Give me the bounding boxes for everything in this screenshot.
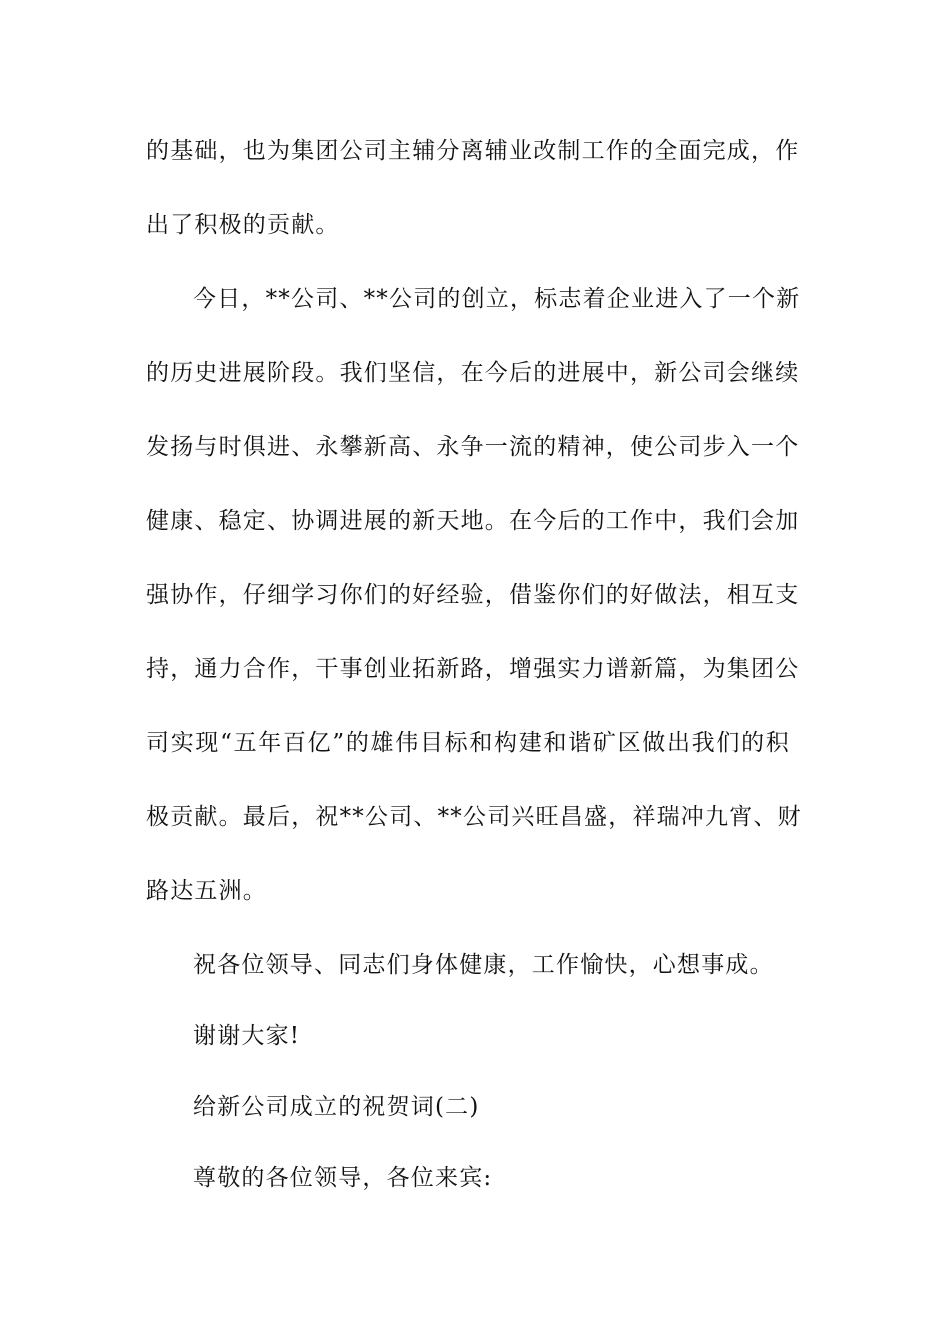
salutation-line: 尊敬的各位领导，各位来宾: xyxy=(193,1165,493,1191)
text-line-4: 的历史进展阶段。我们坚信，在今后的进展中，新公司会继续 xyxy=(146,360,800,386)
text-line-9: 司实现“五年百亿”的雄伟目标和构建和谐矿区做出我们的积 xyxy=(146,730,790,756)
thanks-line: 谢谢大家! xyxy=(193,1023,301,1049)
section-title: 给新公司成立的祝贺词(二) xyxy=(193,1094,480,1120)
text-line-6: 健康、稳定、协调进展的新天地。在今后的工作中，我们会加 xyxy=(146,508,800,534)
text-line-1: 的基础，也为集团公司主辅分离辅业改制工作的全面完成，作 xyxy=(146,138,800,164)
text-line-5: 发扬与时俱进、永攀新高、永争一流的精神，使公司步入一个 xyxy=(146,434,800,460)
text-line-2: 出了积极的贡献。 xyxy=(146,212,340,238)
paragraph-start-line: 今日，**公司、**公司的创立，标志着企业进入了一个新 xyxy=(193,286,801,312)
wishes-line: 祝各位领导、同志们身体健康，工作愉快，心想事成。 xyxy=(193,952,774,978)
text-line-10: 极贡献。最后，祝**公司、**公司兴旺昌盛，祥瑞冲九宵、财 xyxy=(146,804,802,830)
text-line-8: 持，通力合作，干事创业拓新路，增强实力谱新篇，为集团公 xyxy=(146,656,800,682)
text-line-11: 路达五洲。 xyxy=(146,878,267,904)
document-body xyxy=(146,128,802,1226)
text-line-7: 强协作，仔细学习你们的好经验，借鉴你们的好做法，相互支 xyxy=(146,582,800,608)
